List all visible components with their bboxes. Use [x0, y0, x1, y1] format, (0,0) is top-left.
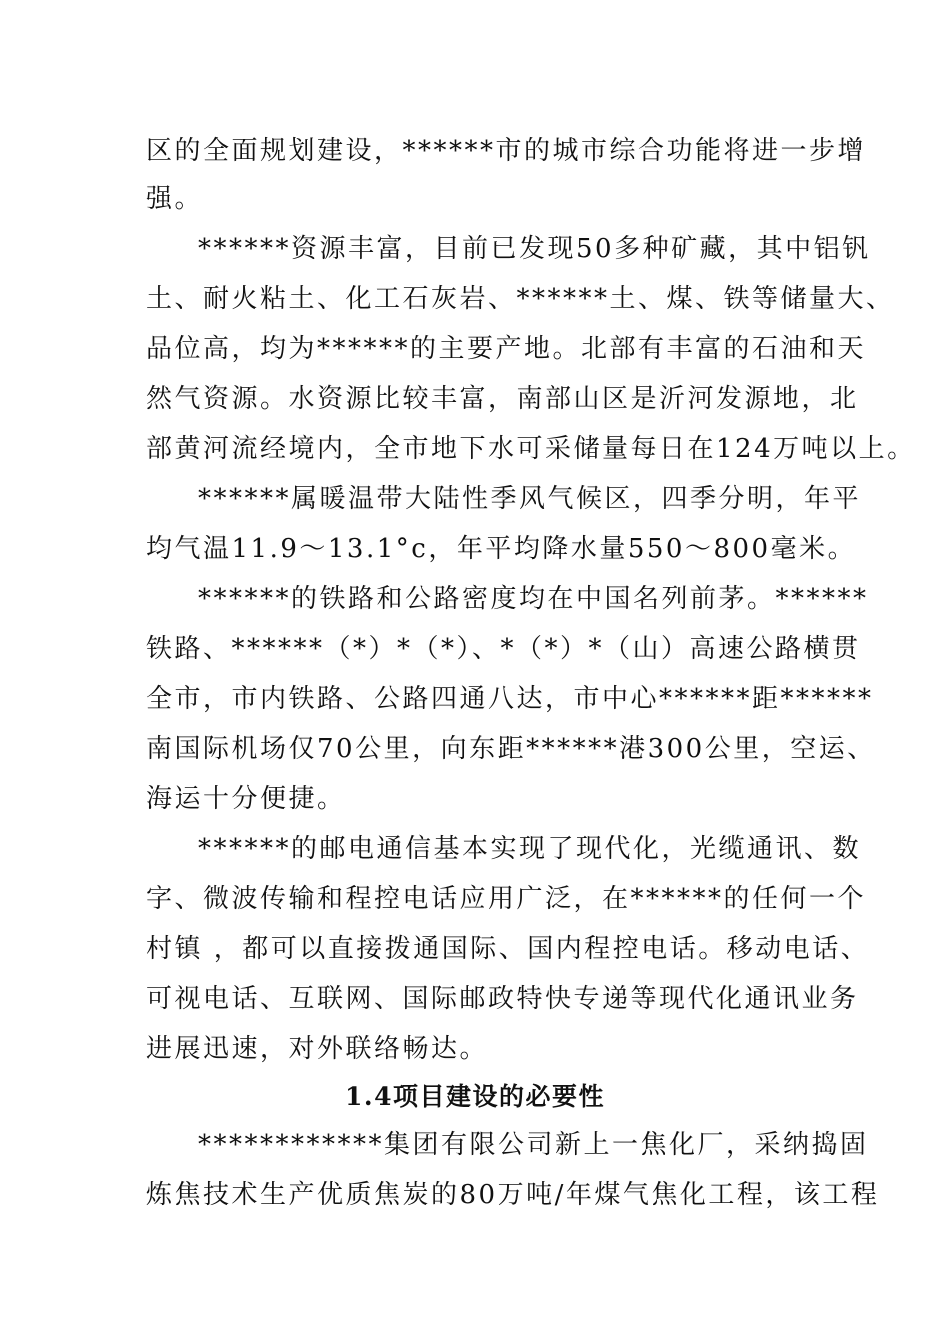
paragraph-5-line-5: 进展迅速，对外联络畅达。: [146, 1034, 489, 1064]
section-heading: 1.4项目建设的必要性: [345, 1082, 605, 1111]
paragraph-4-line-2: 铁路、******（*）*（*）、*（*）*（山）高速公路横贯: [146, 634, 861, 664]
paragraph-2-line-5: 部黄河流经境内，全市地下水可采储量每日在124万吨以上。: [146, 434, 916, 464]
paragraph-2-line-1: ******资源丰富，目前已发现50多种矿藏，其中铝钒: [198, 234, 871, 264]
paragraph-5-line-1: ******的邮电通信基本实现了现代化，光缆通讯、数: [198, 834, 862, 864]
paragraph-4-line-5: 海运十分便捷。: [146, 784, 346, 814]
paragraph-3-line-2: 均气温11.9～13.1°c，年平均降水量550～800毫米。: [146, 534, 857, 564]
paragraph-4-line-1: ******的铁路和公路密度均在中国名列前茅。******: [198, 584, 869, 614]
paragraph-4-line-4: 南国际机场仅70公里，向东距******港300公里，空运、: [146, 734, 876, 764]
paragraph-2-line-2: 土、耐火粘土、化工石灰岩、******土、煤、铁等储量大、: [146, 284, 895, 314]
section-paragraph-line-2: 炼焦技术生产优质焦炭的80万吨/年煤气焦化工程，该工程: [146, 1180, 880, 1210]
paragraph-5-line-3: 村镇 ，都可以直接拨通国际、国内程控电话。移动电话、: [146, 934, 870, 964]
paragraph-4-line-3: 全市，市内铁路、公路四通八达，市中心******距******: [146, 684, 874, 714]
paragraph-3-line-1: ******属暖温带大陆性季风气候区，四季分明，年平: [198, 484, 862, 514]
paragraph-5-line-4: 可视电话、互联网、国际邮政特快专递等现代化通讯业务: [146, 984, 859, 1014]
paragraph-5-line-2: 字、微波传输和程控电话应用广泛，在******的任何一个: [146, 884, 867, 914]
paragraph-2-line-4: 然气资源。水资源比较丰富，南部山区是沂河发源地，北: [146, 384, 859, 414]
paragraph-2-line-3: 品位高，均为******的主要产地。北部有丰富的石油和天: [146, 334, 867, 364]
paragraph-1-line-1: 区的全面规划建设，******市的城市综合功能将进一步增: [146, 136, 867, 166]
section-paragraph-line-1: ************集团有限公司新上一焦化厂，采纳捣固: [198, 1130, 869, 1160]
paragraph-1-line-2: 强。: [146, 184, 204, 214]
